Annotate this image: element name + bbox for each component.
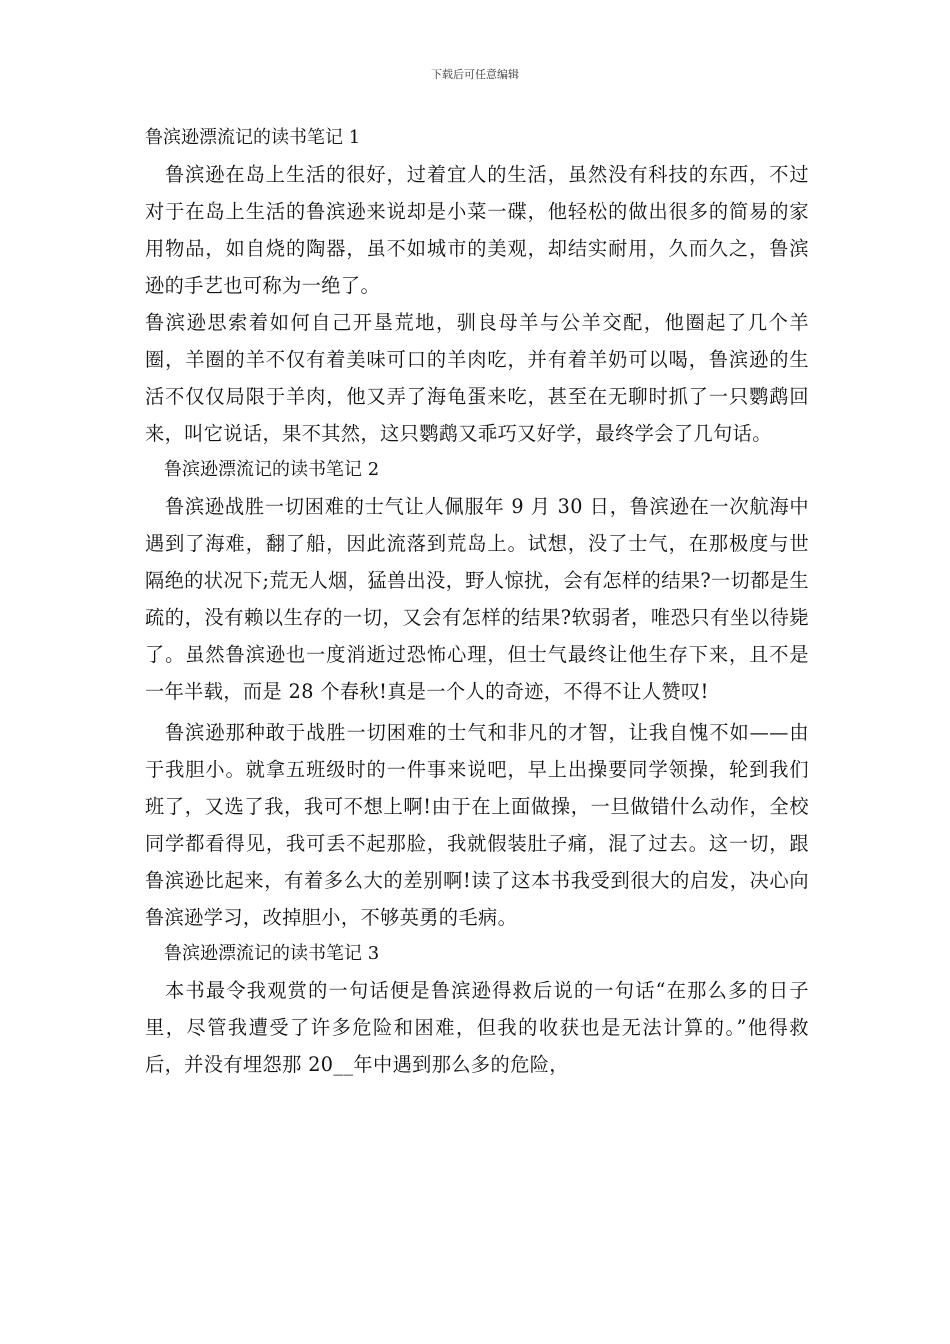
paragraph: 本书最令我观赏的一句话便是鲁滨逊得救后说的一句话“在那么多的日子里，尽管我遭受了许多危险和困难，但我的收获也是无法计算的。”他得救后，并没有埋怨那 20__年中遇到那么多的危险， <box>145 979 809 1076</box>
section-title-3: 鲁滨逊漂流记的读书笔记 3 <box>164 943 380 964</box>
section-title-1: 鲁滨逊漂流记的读书笔记 1 <box>145 127 361 148</box>
paragraph: 鲁滨逊那种敢于战胜一切困难的士气和非凡的才智，让我自愧不如——由于我胆小。就拿五班级时的一件事来说吧，早上出操要同学领操，轮到我们班了，又选了我，我可不想上啊!由于在上面做操，一旦做错什么动作，全校同学都看得见，我可丢不起那脸，我就假装肚子痛，混了过去。这一切，跟鲁滨逊比起来，有着多么大的差别啊!读了这本书我受到很大的启发，决心向鲁滨逊学习，改掉胆小，不够英勇的毛病。 <box>145 721 809 929</box>
page-header: 下载后可任意编辑 <box>431 68 519 81</box>
paragraph: 鲁滨逊思索着如何自己开垦荒地，驯良母羊与公羊交配，他圈起了几个羊圈，羊圈的羊不仅有着美味可口的羊肉吃，并有着羊奶可以喝，鲁滨逊的生活不仅仅局限于羊肉，他又弄了海龟蛋来吃，甚至在无聊时抓了一只鹦鹉回来，叫它说话，果不其然，这只鹦鹉又乖巧又好学，最终学会了几句话。 <box>145 311 809 445</box>
paragraph: 鲁滨逊在岛上生活的很好，过着宜人的生活，虽然没有科技的东西，不过对于在岛上生活的鲁滨逊来说却是小菜一碟，他轻松的做出很多的简易的家用物品，如自烧的陶器，虽不如城市的美观，却结实耐用，久而久之，鲁滨逊的手艺也可称为一绝了。 <box>145 163 809 297</box>
document-body <box>145 120 809 1083</box>
paragraph: 鲁滨逊战胜一切困难的士气让人佩服年 9 月 30 日，鲁滨逊在一次航海中遇到了海难，翻了船，因此流落到荒岛上。试想，没了士气，在那极度与世隔绝的状况下;荒无人烟，猛兽出没，野人惊扰，会有怎样的结果?一切都是生疏的，没有赖以生存的一切，又会有怎样的结果?软弱者，唯恐只有坐以待毙了。虽然鲁滨逊也一度消逝过恐怖心理，但士气最终让他生存下来，且不是一年半载，而是 28 个春秋!真是一个人的奇迹，不得不让人赞叹! <box>145 495 809 703</box>
section-title-2: 鲁滨逊漂流记的读书笔记 2 <box>164 459 380 480</box>
